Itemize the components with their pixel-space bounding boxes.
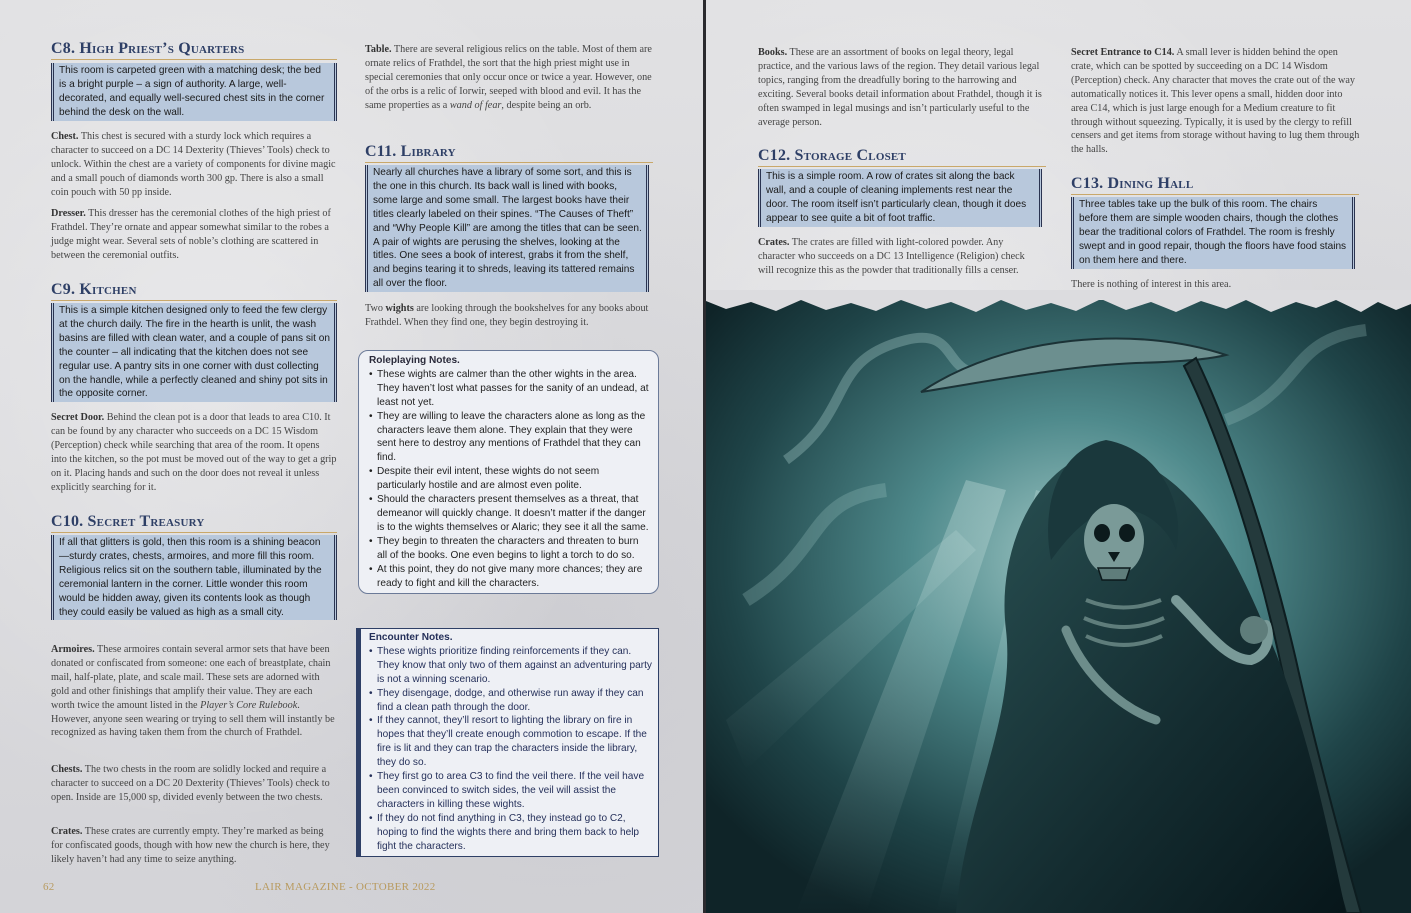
list-item: • They disengage, dodge, and otherwise run away if they can find a clean path through the door. [369, 687, 652, 715]
label-secret-door: Secret Door. [51, 412, 105, 423]
list-item: • They first go to area C3 to find the veil there. If the veil have been convinced to switch sides, the veil will assist the characters in killing these wights. [369, 770, 652, 812]
grim-reaper-illustration [706, 300, 1411, 913]
paragraph-c11-books [758, 46, 1046, 129]
label-crates: Crates. [51, 826, 83, 837]
list-item: • If they do not find anything in C3, they instead go to C2, hoping to find the wights there and bring them back to help fight the characters. [369, 812, 652, 854]
list-item: • They begin to threaten the characters and threaten to burn all of the books. One even begins to light a torch to do so. [369, 535, 650, 563]
paragraph-c11-wights [365, 302, 653, 330]
paragraph-c10-chests [51, 763, 337, 805]
paragraph-c10-table [365, 43, 655, 113]
label-secret-entrance: Secret Entrance to C14. [1071, 47, 1175, 58]
boxed-text-c9: This is a simple kitchen designed only to feed the few clergy at the church daily. The fire in the hearth is unlit, the wash basins are filled with clean water, and a couple of pans sit on the counter – all indicating that the kitchen does not see regular use. A pantry sits in one corner with dust collecting on the handle, while a perfectly cleaned and shiny pot sits in the opposite corner. [51, 303, 337, 402]
text-books: These are an assortment of books on legal theory, legal practice, and the various laws of the region. They detail various legal topics, ranging from the dreadfully boring to the harrowing and exciting. Several books detail information about Frathdel, though it is often swamped in legal musings and isn’t particularly useful to the average person. [758, 47, 1042, 128]
label-books: Books. [758, 47, 788, 58]
text-crates: These crates are currently empty. They’re marked as being for confiscated goods, though with how new the church is here, they likely haven’t had any time to seize anything. [51, 826, 330, 865]
label-dresser: Dresser. [51, 208, 86, 219]
text-chests: The two chests in the room are solidly locked and require a character to succeed on a DC 20 Dexterity (Thieves’ Tools) check to open. Inside are 15,000 sp, divided evenly between the two chests. [51, 764, 330, 803]
list-item: • At this point, they do not give many more chances; they are ready to fight and kill the characters. [369, 563, 650, 591]
text-chest: This chest is secured with a sturdy lock which requires a character to succeed on a DC 14 Dexterity (Thieves’ Tools) check to unlock. Within the chest are a variety of components for divine magic and a small pouch of diamonds worth 300 gp. There is also a small coin pouch with 50 pp inside. [51, 131, 336, 198]
text-armoires-2: . However, anyone seen wearing or trying to sell them will instantly be recognized as having taken them from the church of Frathdel. [51, 699, 335, 739]
text-crates: The crates are filled with light-colored powder. Any character who succeeds on a DC 13 Intelligence (Religion) check will recognize this as the powder that traditionally fills a censer. [758, 237, 1025, 276]
text-wights-1: Two [365, 303, 386, 314]
label-table: Table. [365, 44, 392, 55]
list-item: • These wights prioritize finding reinforcements if they can. They know that only two of them against an adventuring party is not a winning scenario. [369, 645, 652, 687]
encounter-notes-box [356, 628, 659, 857]
magazine-footer: LAIR MAGAZINE - OCTOBER 2022 [255, 881, 436, 893]
list-item: • Despite their evil intent, these wights do not seem particularly hostile and are almost even polite. [369, 465, 650, 493]
encounter-notes-list [369, 645, 652, 854]
paragraph-c12-secret-entrance [1071, 46, 1361, 157]
paragraph-c13: There is nothing of interest in this area. [1071, 279, 1232, 290]
label-chest: Chest. [51, 131, 79, 142]
paragraph-c8-chest [51, 130, 337, 200]
torn-paper-edge [706, 290, 1411, 320]
roleplaying-notes-box [358, 350, 659, 594]
heading-c10: C10. Secret Treasury [51, 513, 337, 533]
paragraph-c10-crates [51, 825, 337, 867]
heading-c8: C8. High Priest’s Quarters [51, 40, 337, 60]
list-item: • If they cannot, they’ll resort to lighting the library on fire in hopes that they’ll create enough commotion to escape. If the fire is lit and they can trap the characters inside the library, they do so. [369, 714, 652, 770]
boxed-text-c12: This is a simple room. A row of crates sit along the back wall, and a couple of cleaning implements rest near the door. The room itself isn’t particularly clean, though it does appear to see quite a bit of foot traffic. [758, 169, 1042, 227]
left-page [0, 0, 703, 913]
boxed-text-c10: If all that glitters is gold, then this room is a shining beacon—sturdy crates, chests, armoires, and more fill this room. Religious relics sit on the southern table, illuminated by the ceremonial lantern in the corner. Little wonder this room would be hidden away, given its contents look as though they could easily be valued as high as a small city. [51, 535, 337, 620]
text-table-2: , despite being an orb. [501, 99, 592, 111]
heading-c11: C11. Library [365, 143, 653, 163]
boxed-text-c11: Nearly all churches have a library of some sort, and this is the one in this church. Its back wall is lined with books, some large and some small. The largest books have their titles clearly labeled on their spines. “The Causes of Theft” and “Why People Kill” are among the titles that can be seen. A pair of wights are perusing the shelves, looking at the titles. One sees a book of interest, grabs it from the shelf, and begins tearing it to shreds, leaving its tattered remains all over the floor. [365, 165, 649, 292]
label-crates: Crates. [758, 237, 790, 248]
heading-c13: C13. Dining Hall [1071, 175, 1359, 195]
text-secret-door: Behind the clean pot is a door that leads to area C10. It can be found by any character who succeeds on a DC 15 Wisdom (Perception) check while searching that area of the room. It opens into the kitchen, so the pot must be moved out of the way to get a grip on it. Placing hands and such on the door does not reveal it unless explicitly searching for it. [51, 412, 337, 493]
text-armoires-1: These armoires contain several armor sets that have been donated or confiscated from someone: one each of breastplate, chain mail, half-plate, plate, and scale mail. These sets are adorned with gold and other finishings that amplify their value. They are each worth twice the amount listed in the [51, 644, 331, 711]
text-wights-2: are looking through the bookshelves for any books about Frathdel. When they find one, they begin destroying it. [365, 303, 649, 328]
boxed-text-c8: This room is carpeted green with a matching desk; the bed is a bright purple – a sign of authority. A large, well-decorated, and equally well-secured chest sits in the corner behind the desk on the wall. [51, 63, 337, 121]
heading-c12: C12. Storage Closet [758, 147, 1046, 167]
roleplaying-notes-title: Roleplaying Notes. [369, 355, 460, 366]
label-armoires: Armoires. [51, 644, 95, 655]
right-page [706, 0, 1411, 913]
label-chests: Chests. [51, 764, 83, 775]
encounter-notes-title: Encounter Notes. [369, 632, 453, 643]
list-item: • They are willing to leave the characters alone as long as the characters leave them alone. They explain that they were sent here to destroy any mentions of Frathdel that they can find. [369, 410, 650, 466]
paragraph-c12-crates [758, 236, 1042, 278]
list-item: • These wights are calmer than the other wights in the area. They haven’t lost what passes for the sanity of an undead, at least not yet. [369, 368, 650, 410]
paragraph-c8-dresser [51, 207, 337, 263]
page-number: 62 [43, 881, 55, 893]
boxed-text-c13: Three tables take up the bulk of this room. The chairs before them are simple wooden chairs, though the clothes bear the traditional colors of Frathdel. The room is freshly swept and in good repair, though the floors have food stains on them here and there. [1071, 197, 1355, 269]
roleplaying-notes-list [369, 368, 650, 591]
paragraph-c9-secret-door [51, 411, 337, 494]
text-dresser: This dresser has the ceremonial clothes of the high priest of Frathdel. They’re ornate and appear somewhat similar to the robes a judge might wear. Several sets of noble’s clothing are scattered in between the ceremonial outfits. [51, 208, 331, 261]
text-table-1: There are several religious relics on the table. Most of them are ornate relics of Frathdel, the sort that the high priest might use in special ceremonies that only occur once or twice a year. However, one of the orbs is a relic of Iorwir, seeped with blood and evil. It has the same properties as a [365, 44, 652, 111]
book-title: Player’s Core Rulebook [200, 699, 298, 711]
text-secret-entrance: A small lever is hidden behind the open crate, which can be spotted by succeeding on a DC 14 Wisdom (Perception) check. Any character that moves the crate out of the way automatically notices it. This lever opens a small, hidden door into area C14, which is just large enough for a Medium creature to fit through without squeezing. Typically, it is used by the clergy to refill censers and get items from storage without having to lug them through the halls. [1071, 47, 1360, 156]
item-name: wand of fear [449, 99, 502, 111]
heading-c9: C9. Kitchen [51, 281, 337, 301]
label-wights: wights [385, 303, 414, 314]
reaper-art-svg [706, 300, 1411, 913]
list-item: • Should the characters present themselves as a threat, that demeanor will quickly change. It doesn’t matter if the danger is to the wights themselves or Alaric; they see it all the same. [369, 493, 650, 535]
paragraph-c10-armoires [51, 643, 337, 740]
